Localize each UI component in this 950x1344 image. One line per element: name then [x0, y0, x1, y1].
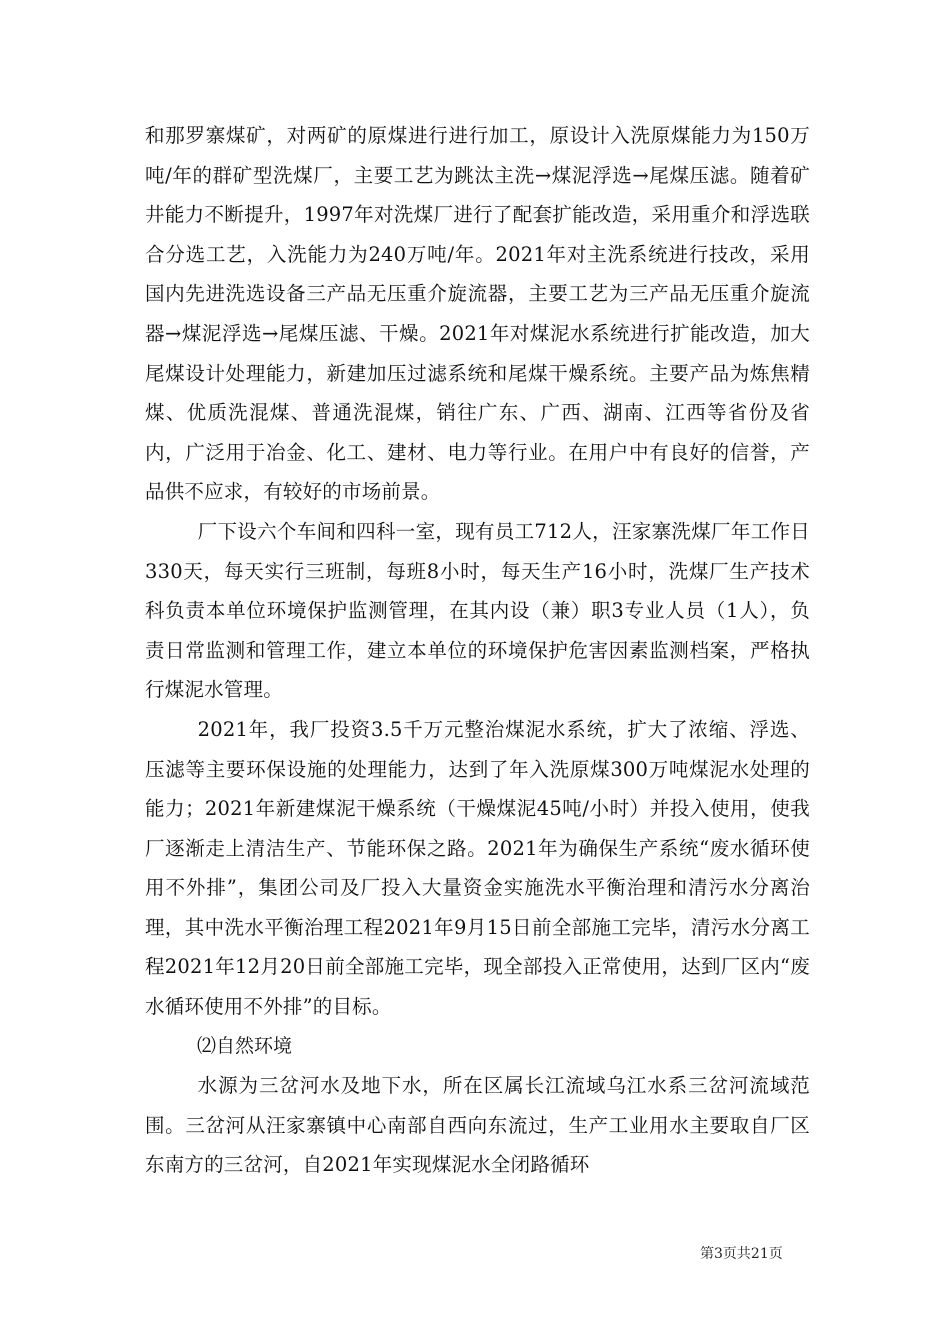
paragraph-water-source: 水源为三岔河水及地下水，所在区属长江流域乌江水系三岔河流域范围。三岔河从汪家寨镇中心南部自西向东流过，生产工业用水主要取自厂区东南方的三岔河，自2021年实现煤泥水全闭路循环 [145, 1074, 810, 1177]
paragraph-plant-history: 和那罗寨煤矿，对两矿的原煤进行进行加工，原设计入洗原煤能力为150万吨/年的群矿型洗煤厂，主要工艺为跳汰主洗→煤泥浮选→尾煤压滤。随着矿井能力不断提升，1997年对洗煤厂进行了配套扩能改造，采用重介和浮选联合分选工艺，入洗能力为240万吨/年。2021年对主洗系统进行技改，采用国内先进洗选设备三产品无压重介旋流器，主要工艺为三产品无压重介旋流器→煤泥浮选→尾煤压滤、干燥。2021年对煤泥水系统进行扩能改造，加大尾煤设计处理能力，新建加压过滤系统和尾煤干燥系统。主要产品为炼焦精煤、优质洗混煤、普通洗混煤，销往广东、广西、湖南、江西等省份及省内，广泛用于冶金、化工、建材、电力等行业。在用户中有良好的信誉，产品供不应求，有较好的市场前景。 [145, 124, 810, 504]
paragraph-staffing: 厂下设六个车间和四科一室，现有员工712人，汪家寨洗煤厂年工作日330天，每天实行三班制，每班8小时，每天生产16小时，洗煤厂生产技术科负责本单位环境保护监测管理，在其内设（兼）职3专业人员（1人），负责日常监测和管理工作，建立本单位的环境保护危害因素监测档案，严格执行煤泥水管理。 [145, 519, 810, 702]
document-body [145, 116, 810, 1185]
section-heading-natural-environment: ⑵自然环境 [197, 1034, 293, 1057]
paragraph-environmental-investment: 2021年，我厂投资3.5千万元整治煤泥水系统，扩大了浓缩、浮选、压滤等主要环保设施的处理能力，达到了年入洗原煤300万吨煤泥水处理的能力；2021年新建煤泥干燥系统（干燥煤泥45吨/小时）并投入使用，使我厂逐渐走上清洁生产、节能环保之路。2021年为确保生产系统“废水循环使用不外排”，集团公司及厂投入大量资金实施洗水平衡治理和清污水分离治理，其中洗水平衡治理工程2021年9月15日前全部施工完毕，清污水分离工程2021年12月20日前全部施工完毕，现全部投入正常使用，达到厂区内“废水循环使用不外排”的目标。 [145, 717, 810, 1019]
page-number-footer: 第3页共21页 [700, 1246, 783, 1262]
